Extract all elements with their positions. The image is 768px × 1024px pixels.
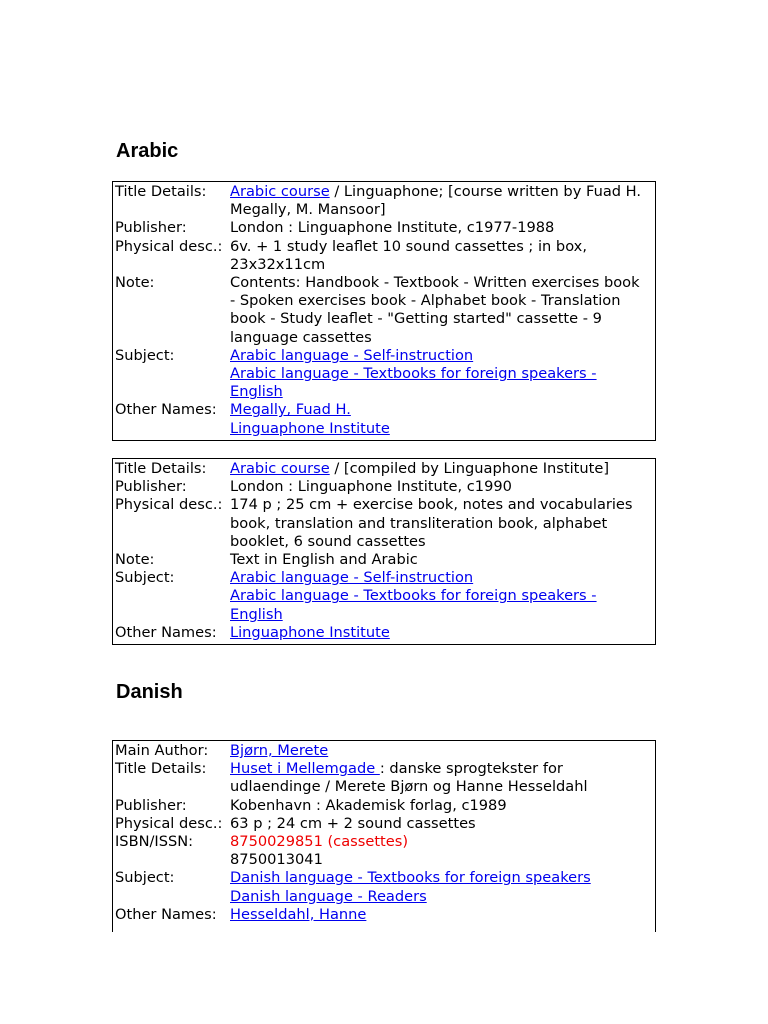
catalog-link[interactable]: Huset i Mellemgade (230, 760, 380, 778)
field-label: Main Author: (115, 742, 209, 759)
record-huset-i-mellemgade (112, 740, 656, 932)
catalog-link[interactable]: Hesseldahl, Hanne (230, 905, 367, 923)
field-value (230, 478, 655, 496)
value-text: Contents: Handbook - Textbook - Written exercises book - Spoken exercises book - Alphabet book - Translation book - Study leaflet - "Getting started" cassette - 9 language cassettes (230, 274, 640, 346)
field-label: Publisher: (115, 796, 187, 814)
value-line (230, 420, 647, 438)
field-value (230, 238, 655, 274)
value-line (230, 569, 647, 587)
value-line (230, 478, 647, 496)
value-line (230, 496, 647, 551)
value-text: Text in English and Arabic (230, 551, 418, 569)
field-label: Title Details: (115, 760, 207, 778)
field-value (230, 496, 655, 551)
field-label: ISBN/ISSN: (115, 833, 194, 851)
value-line (230, 551, 647, 569)
field-label: Title Details: (115, 183, 207, 200)
field-label: Other Names: (115, 401, 217, 419)
value-line (230, 760, 647, 796)
field-row (114, 833, 655, 869)
value-text: 63 p ; 24 cm + 2 sound cassettes (230, 814, 476, 832)
value-line (230, 815, 647, 833)
field-value (230, 797, 655, 815)
catalog-link[interactable]: Arabic course (230, 183, 330, 200)
value-line (230, 274, 647, 347)
field-label: Physical desc.: (115, 496, 223, 514)
value-line (230, 587, 647, 623)
field-row (114, 869, 655, 905)
field-value (230, 347, 655, 402)
value-text: Kobenhavn : Akademisk forlag, c1989 (230, 796, 507, 814)
value-line (230, 365, 647, 401)
value-line (230, 851, 647, 869)
value-line (230, 797, 647, 815)
record-arabic-course-1990 (112, 458, 656, 645)
catalog-link[interactable]: Arabic language - Textbooks for foreign speakers - English (230, 587, 597, 623)
value-line (230, 219, 647, 237)
field-row (114, 219, 655, 237)
field-value (230, 274, 655, 347)
field-row (114, 760, 655, 796)
value-line (230, 624, 647, 642)
record-arabic-course-1977 (112, 181, 656, 441)
field-row (114, 906, 655, 924)
field-label: Other Names: (115, 623, 217, 641)
catalog-link[interactable]: Danish language - Readers (230, 887, 427, 905)
field-value (230, 183, 655, 219)
value-text: London : Linguaphone Institute, c1977-1988 (230, 219, 555, 237)
value-text: 174 p ; 25 cm + exercise book, notes and vocabularies book, translation and transliteration book, alphabet booklet, 6 sound cassettes (230, 496, 633, 550)
field-row (114, 496, 655, 551)
catalog-link[interactable]: Linguaphone Institute (230, 623, 390, 641)
catalog-link[interactable]: Linguaphone Institute (230, 419, 390, 437)
field-row (114, 742, 655, 760)
field-row (114, 815, 655, 833)
value-text: 6v. + 1 study leaflet 10 sound cassettes ; in box, 23x32x11cm (230, 237, 587, 273)
value-line (230, 869, 647, 887)
value-line (230, 401, 647, 419)
field-row (114, 551, 655, 569)
field-row (114, 274, 655, 347)
field-row (114, 401, 655, 437)
value-line (230, 888, 647, 906)
value-text: / [compiled by Linguaphone Institute] (329, 460, 610, 477)
field-label: Title Details: (115, 460, 207, 477)
catalog-link[interactable]: Danish language - Textbooks for foreign speakers (230, 869, 591, 887)
value-text: London : Linguaphone Institute, c1990 (230, 478, 512, 496)
catalog-link[interactable]: Arabic course (230, 460, 330, 477)
field-label: Physical desc.: (115, 237, 223, 255)
field-label: Physical desc.: (115, 814, 223, 832)
field-row (114, 347, 655, 402)
field-value (230, 760, 655, 796)
field-row (114, 478, 655, 496)
field-label: Note: (115, 551, 155, 569)
field-label: Note: (115, 274, 155, 292)
field-value (230, 460, 655, 478)
value-line (230, 833, 647, 851)
catalog-link[interactable]: Arabic language - Textbooks for foreign speakers - English (230, 365, 597, 401)
field-value (230, 742, 655, 760)
field-value (230, 815, 655, 833)
field-row (114, 569, 655, 624)
field-value (230, 219, 655, 237)
field-value (230, 869, 655, 905)
field-value (230, 833, 655, 869)
value-line (230, 742, 647, 760)
field-row (114, 183, 655, 219)
isbn-highlight: 8750029851 (cassettes) (230, 833, 409, 851)
field-row (114, 460, 655, 478)
field-value (230, 569, 655, 624)
field-value (230, 551, 655, 569)
value-text: : danske sprogtekster for udlaendinge / Merete Bjørn og Hanne Hesseldahl (230, 760, 588, 796)
field-label: Subject: (115, 346, 175, 364)
field-row (114, 797, 655, 815)
value-line (230, 238, 647, 274)
field-label: Publisher: (115, 478, 187, 496)
field-value (230, 906, 655, 924)
field-row (114, 624, 655, 642)
field-row (114, 238, 655, 274)
catalog-link[interactable]: Arabic language - Self-instruction (230, 346, 474, 364)
value-line (230, 460, 647, 478)
field-value (230, 624, 655, 642)
field-label: Subject: (115, 569, 175, 587)
section-heading-danish: Danish (116, 681, 183, 703)
field-label: Other Names: (115, 905, 217, 923)
value-line (230, 906, 647, 924)
value-line (230, 183, 647, 219)
value-text: / Linguaphone; [course written by Fuad H. Megally, M. Mansoor] (230, 183, 642, 219)
catalog-link[interactable]: Megally, Fuad H. (230, 401, 351, 419)
value-line (230, 347, 647, 365)
catalog-link[interactable]: Arabic language - Self-instruction (230, 569, 474, 587)
catalog-link[interactable]: Bjørn, Merete (230, 742, 329, 759)
field-value (230, 401, 655, 437)
field-label: Subject: (115, 869, 175, 887)
field-label: Publisher: (115, 219, 187, 237)
value-text: 8750013041 (230, 851, 323, 869)
section-heading-arabic: Arabic (116, 140, 179, 162)
